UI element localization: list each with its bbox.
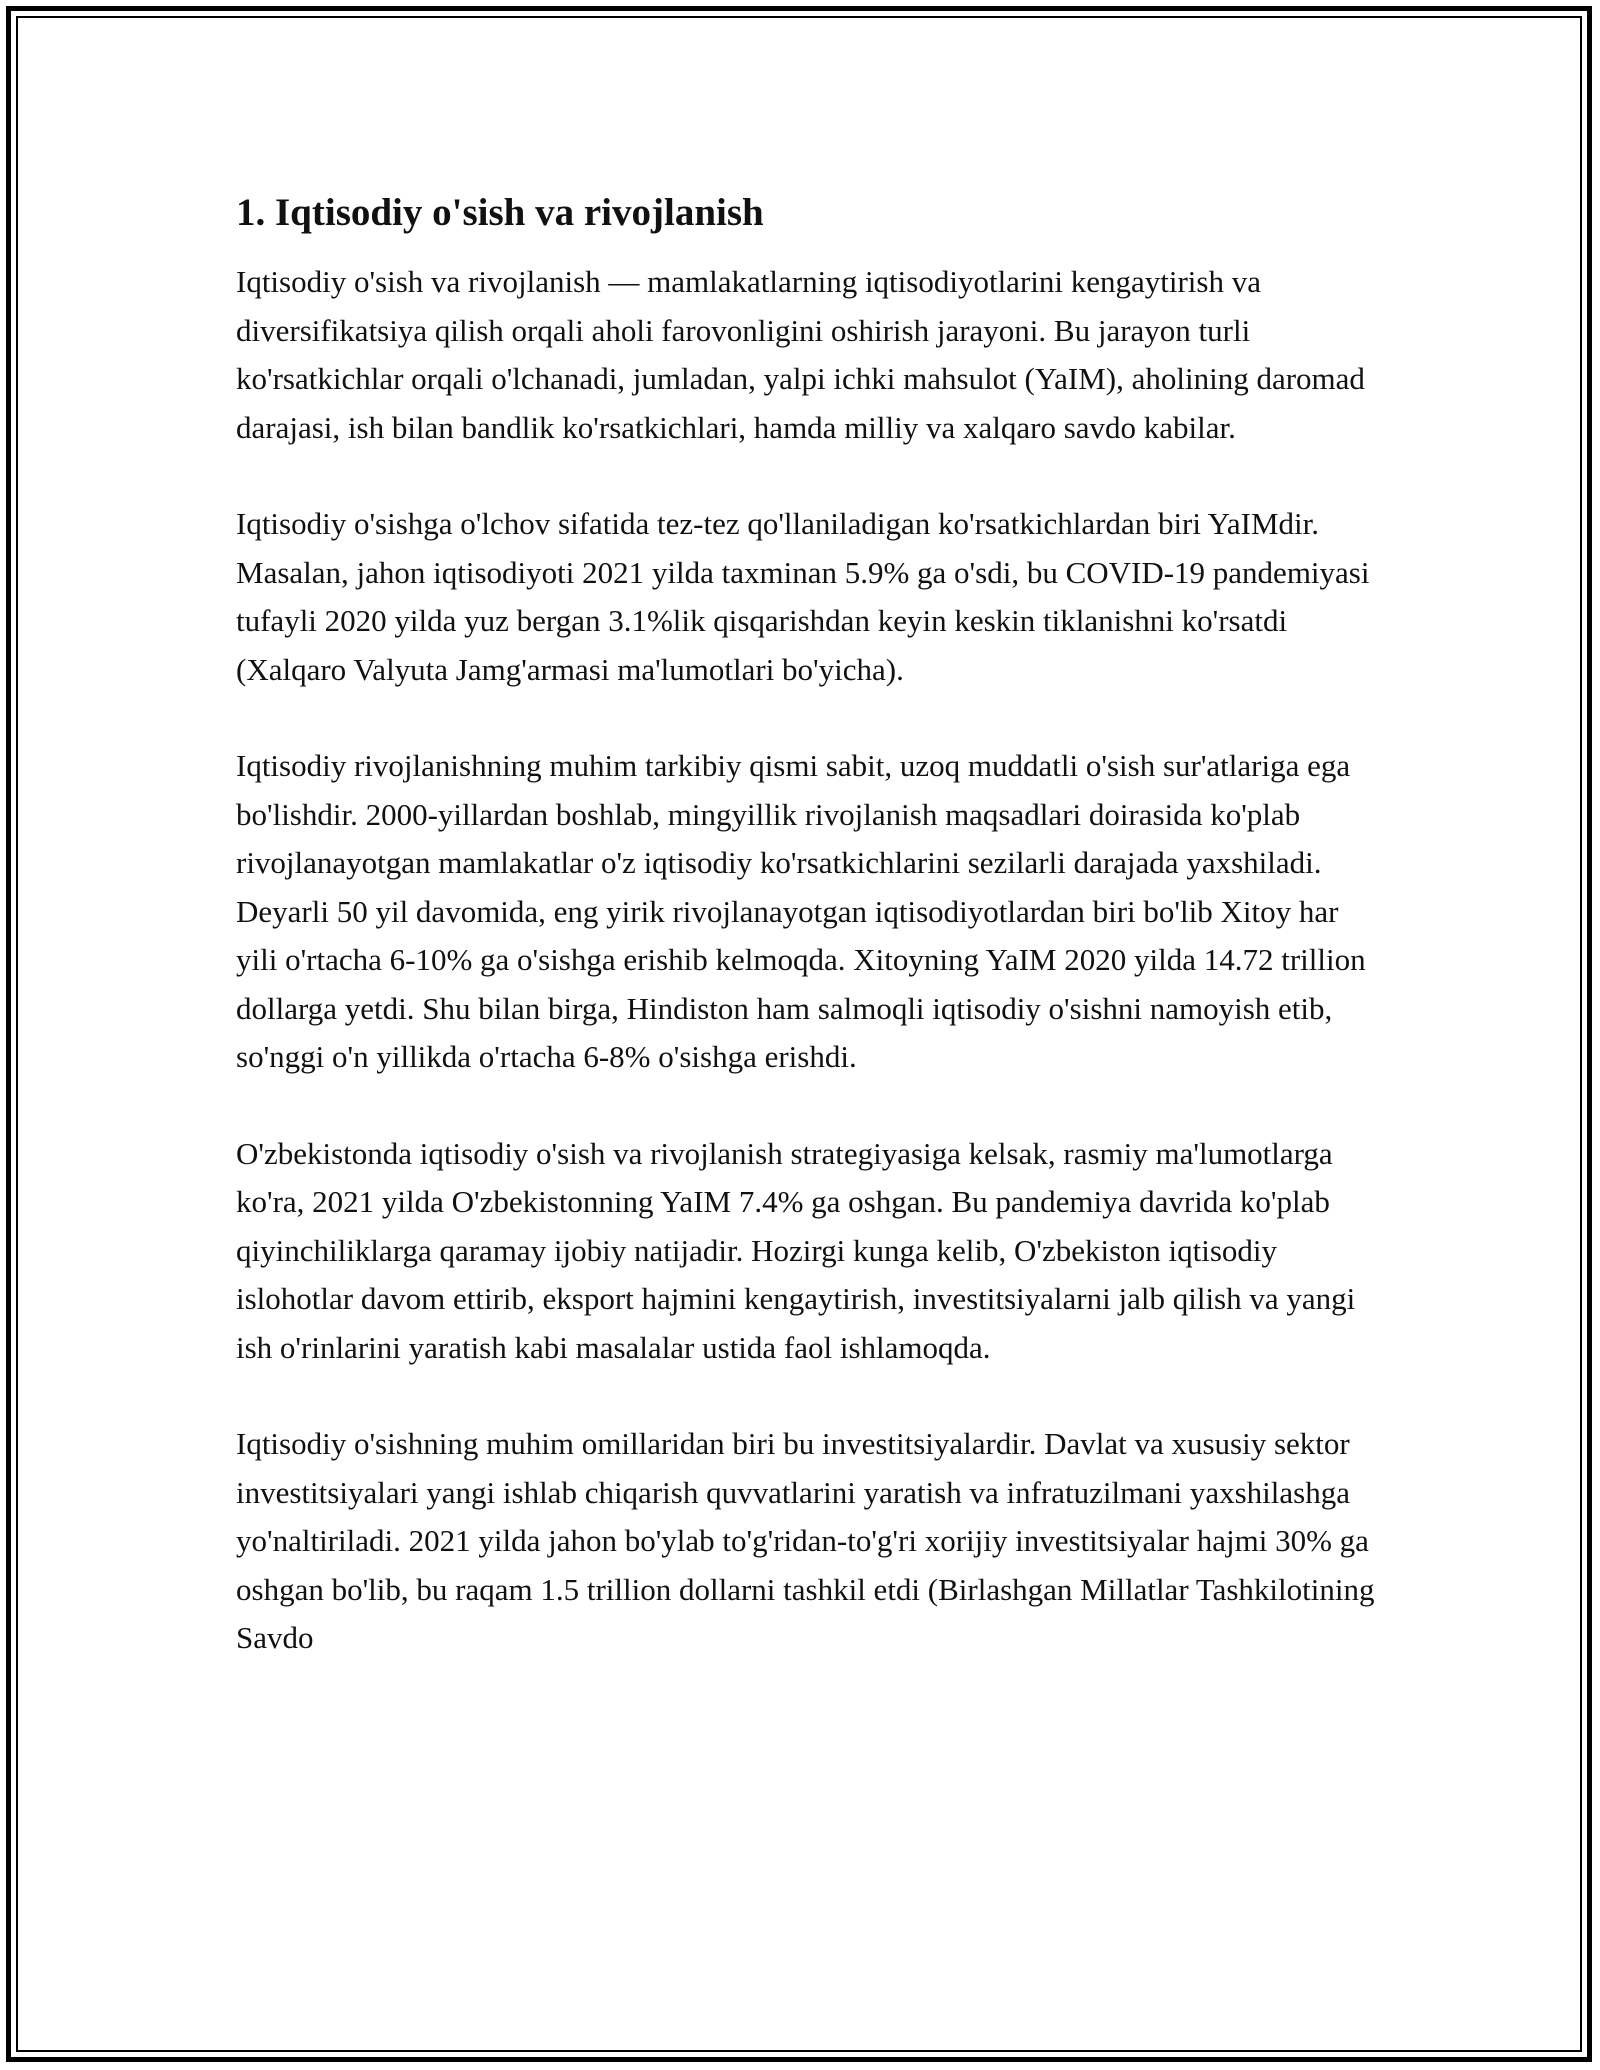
section-heading: 1. Iqtisodiy o'sish va rivojlanish	[236, 191, 764, 234]
paragraph-1: Iqtisodiy o'sish va rivojlanish — mamlakatlarning iqtisodiyotlarini kengaytirish va diversifikatsiya qilish orqali aholi farovonligini oshirish jarayoni. Bu jarayon turli ko'rsatkichlar orqali o'lchanadi, jumladan, yalpi ichki mahsulot (YaIM), aholining daromad darajasi, ish bilan bandlik ko'rsatkichlari, hamda milliy va xalqaro savdo kabilar.	[236, 264, 1365, 445]
paragraph-4: O'zbekistonda iqtisodiy o'sish va rivojlanish strategiyasiga kelsak, rasmiy ma'lumotlarga ko'ra, 2021 yilda O'zbekistonning YaIM 7.4% ga oshgan. Bu pandemiya davrida ko'plab qiyinchiliklarga qaramay ijobiy natijadir. Hozirgi kunga kelib, O'zbekiston iqtisodiy islohotlar davom ettirib, eksport hajmini kengaytirish, investitsiyalarni jalb qilish va yangi ish o'rinlarini yaratish kabi masalalar ustida faol ishlamoqda.	[236, 1135, 1356, 1365]
paragraph-3: Iqtisodiy rivojlanishning muhim tarkibiy qismi sabit, uzoq muddatli o'sish sur'atlariga ega bo'lishdir. 2000-yillardan boshlab, mingyillik rivojlanish maqsadlari doirasida ko'plab rivojlanayotgan mamlakatlar o'z iqtisodiy ko'rsatkichlarini sezilarli darajada yaxshiladi. Deyarli 50 yil davomida, eng yirik rivojlanayotgan iqtisodiyotlardan biri bo'lib Xitoy har yili o'rtacha 6-10% ga o'sishga erishib kelmoqda. Xitoyning YaIM 2020 yilda 14.72 trillion dollarga yetdi. Shu bilan birga, Hindiston ham salmoqli iqtisodiy o'sishni namoyish etib, so'nggi o'n yillikda o'rtacha 6-8% o'sishga erishdi.	[236, 748, 1366, 1074]
paragraph-5: Iqtisodiy o'sishning muhim omillaridan biri bu investitsiyalardir. Davlat va xususiy sektor investitsiyalari yangi ishlab chiqarish quvvatlarini yaratish va infratuzilmani yaxshilashga yo'naltiriladi. 2021 yilda jahon bo'ylab to'g'ridan-to'g'ri xorijiy investitsiyalar hajmi 30% ga oshgan bo'lib, bu raqam 1.5 trillion dollarni tashkil etdi (Birlashgan Millatlar Tashkilotining Savdo	[236, 1426, 1375, 1655]
paragraph-2: Iqtisodiy o'sishga o'lchov sifatida tez-tez qo'llaniladigan ko'rsatkichlardan biri YaIMdir. Masalan, jahon iqtisodiyoti 2021 yilda taxminan 5.9% ga o'sdi, bu COVID-19 pandemiyasi tufayli 2020 yilda yuz bergan 3.1%lik qisqarishdan keyin keskin tiklanishni ko'rsatdi (Xalqaro Valyuta Jamg'armasi ma'lumotlari bo'yicha).	[236, 506, 1370, 687]
document-body	[236, 188, 1376, 1711]
